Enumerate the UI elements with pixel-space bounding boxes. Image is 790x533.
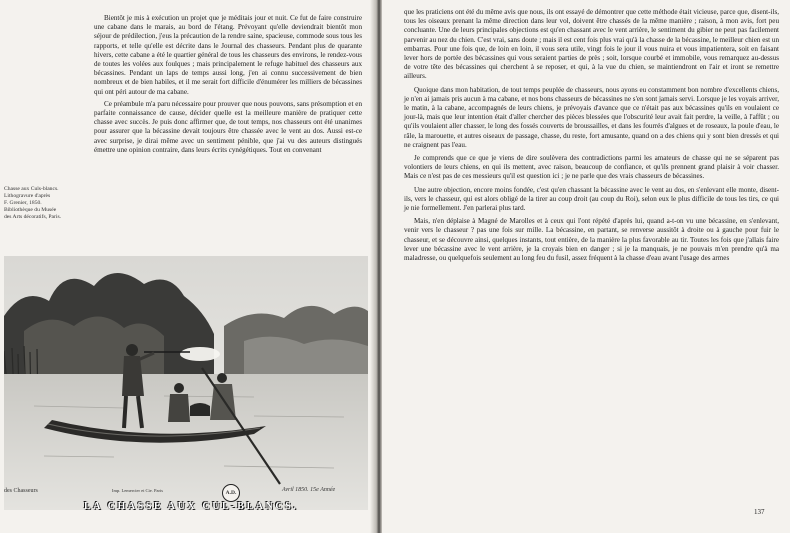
left-page-text (94, 14, 362, 158)
hunting-dog (190, 403, 210, 416)
gun-smoke (180, 347, 220, 361)
illustration-caption (4, 186, 90, 221)
right-page (382, 0, 790, 533)
caption-line: Bibliothèque du Musée (4, 207, 57, 213)
plate-footer (4, 486, 368, 526)
right-paragraph: Quoique dans mon habitation, de tout temps peuplée de chasseurs, nous ayons eu constamment bon nombre d'excellents chiens, je n'en ai jamais pris aucun à ma cabane, et nos bons chasseurs de bécassines ne s'en sont jamais servi. Lorsque je les voyais arriver, le matin, à la cabane, accompagnés de leurs chiens, je prévoyais d'avance que ce n'était pas aux bécassines qu'ils en voulaient ce jour-là, mais que leur intention était d'aller chercher des pièces blessées que l'obscurité leur avait fait perdre, la veille, à l'affût ; ou qu'ils voulaient aller chasser, le long des fossés couverts de broussailles, et dans les fourrés d'algues et de roseaux, la poule d'eau, le râle, la marouette, et autres oiseaux de passage, chasse, du reste, fort amusante, quand on a des chiens qui y sont bien dressés et qui ne craignent pas l'eau. (404, 85, 779, 149)
plate-printer: Imp. Lemercier et Cie. Paris (112, 488, 163, 493)
caption-line: Lithogravure d'après (4, 193, 51, 199)
hunting-lithograph (4, 256, 368, 510)
right-paragraph: Une autre objection, encore moins fondée, c'est qu'en chassant la bécassine avec le vent au dos, en s'enlevant elle monte, disent-ils, vers le chasseur, qui est alors obligé de la tirer au coup droit (au coup du Roi), selon eux le plus difficile de tous les tirs, ce qui je nie formellement. J'en parlerai plus tard. (404, 185, 779, 213)
right-paragraph: Mais, n'en déplaise à Magné de Marolles et à ceux qui l'ont répété d'après lui, quand a-t-on vu une bécassine, en s'enlevant, venir vers le chasseur ? pas une fois sur mille. La bécassine, en partant, se renverse aussitôt à droite ou à gauche pour fuir le chasseur, et se découvre ainsi, quelques instants, tout entière, de la manière la plus favorable au tir. Toutes les fois que j'allais faire lever une bécassine avec le vent arrière, je la croyais bien en danger ; si je la manquais, je ne pouvais m'en prendre qu'à ma maladresse, ou quelquefois seulement au long feu du fusil, assez fréquent à la chasse d'eau avant l'usage des armes (404, 217, 779, 263)
plate-date: Avril 1850. 15e Année (282, 487, 336, 493)
left-paragraph: Ce préambule m'a paru nécessaire pour prouver que nous pouvons, sans présomption et en parfaite connaissance de cause, décider quelle est la meilleure manière de pratiquer cette chasse avec succès. Je puis donc affirmer que, de tout temps, nos chasseurs ont été unanimes pour assurer que la bécassine devait toujours être chassée avec le vent au dos. Aussi est-ce avec surprise, je dirai même avec un sentiment pénible, que j'ai vu des auteurs distingués émettre une opinion contraire, dans leurs écrits cynégétiques. Tout en convenant (94, 99, 362, 154)
left-page (0, 0, 376, 533)
left-paragraph: Bientôt je mis à exécution un projet que je méditais jour et nuit. Ce fut de faire construire une cabane dans le marais, au bord de l'étang. Prévoyant qu'elle deviendrait bientôt mon séjour de prédilection, j'eus la précaution de la rendre saine, spacieuse, commode sous tous les rapports, et telle qu'elle est décrite dans le Journal des chasseurs. Pendant plus de quarante hivers, cette cabane a été le quartier général de tous les chasseurs des environs, le rendez-vous de toutes les volées aux foulques ; mais principalement le refuge habituel des chasseurs aux bécassines. Pendant un laps de temps aussi long, j'en ai connu successivement de bien nombreux et de bien habiles, et il me serait fort difficile d'énumérer les milliers de bécassines qui ont péri autour de ma cabane. (94, 14, 362, 96)
right-paragraph: que les praticiens ont été du même avis que nous, ils ont essayé de démontrer que cette méthode était vicieuse, parce que, disent-ils, tous les oiseaux prenant la même direction dans leur vol, doivent être chassés de la même manière ; raison, à mon avis, fort peu concluante. Une de leurs principales objections est qu'en chassant avec le vent arrière, le sentiment du gibier ne peut pas facilement parvenir au nez du chien. C'est vrai, sans doute ; mais il est cent fois plus vrai qu'à la chasse de la bécassine, le meilleur chien est un embarras. Pour une fois que, de loin en loin, il vous sera utile, vingt fois le jour il vous nuira et vous impatientera, soit en faisant lever hors de portée des bécassines qui vous seraient parties de près ; soit, lorsque courbé et immobile, vous remarquez au-dessus de votre tête des bécassines qui cherchent à se reposer, et qui, à la vue du chien, se maintiendront en l'air et iront se remettre ailleurs. (404, 8, 779, 81)
right-paragraph: Je comprends que ce que je viens de dire soulèvera des contradictions parmi les amateurs de chasse qui ne se séparent pas volontiers de leurs chiens, en qui ils mettent, avec raison, beaucoup de confiance, et qu'ils prennent grand plaisir à voir chasser. Mais ce n'est pas de ces messieurs qu'il est question ici ; je ne parle que des vrais chasseurs de bécassines. (404, 154, 779, 181)
caption-line: F. Grenier, 1850. (4, 200, 42, 206)
caption-line: Chasse aux Culs-blancs. (4, 186, 59, 192)
right-page-text (404, 8, 779, 267)
plate-source-label: des Chasseurs (4, 488, 38, 494)
page-number: 137 (754, 508, 765, 516)
plate-stamp: A.D. (222, 484, 240, 502)
caption-line: des Arts décoratifs, Paris. (4, 214, 62, 220)
plate-title: LA CHASSE AUX CUL-BLANCS. (84, 501, 299, 512)
tree-mass-mid (24, 316, 164, 376)
lithograph-scene (4, 256, 368, 510)
